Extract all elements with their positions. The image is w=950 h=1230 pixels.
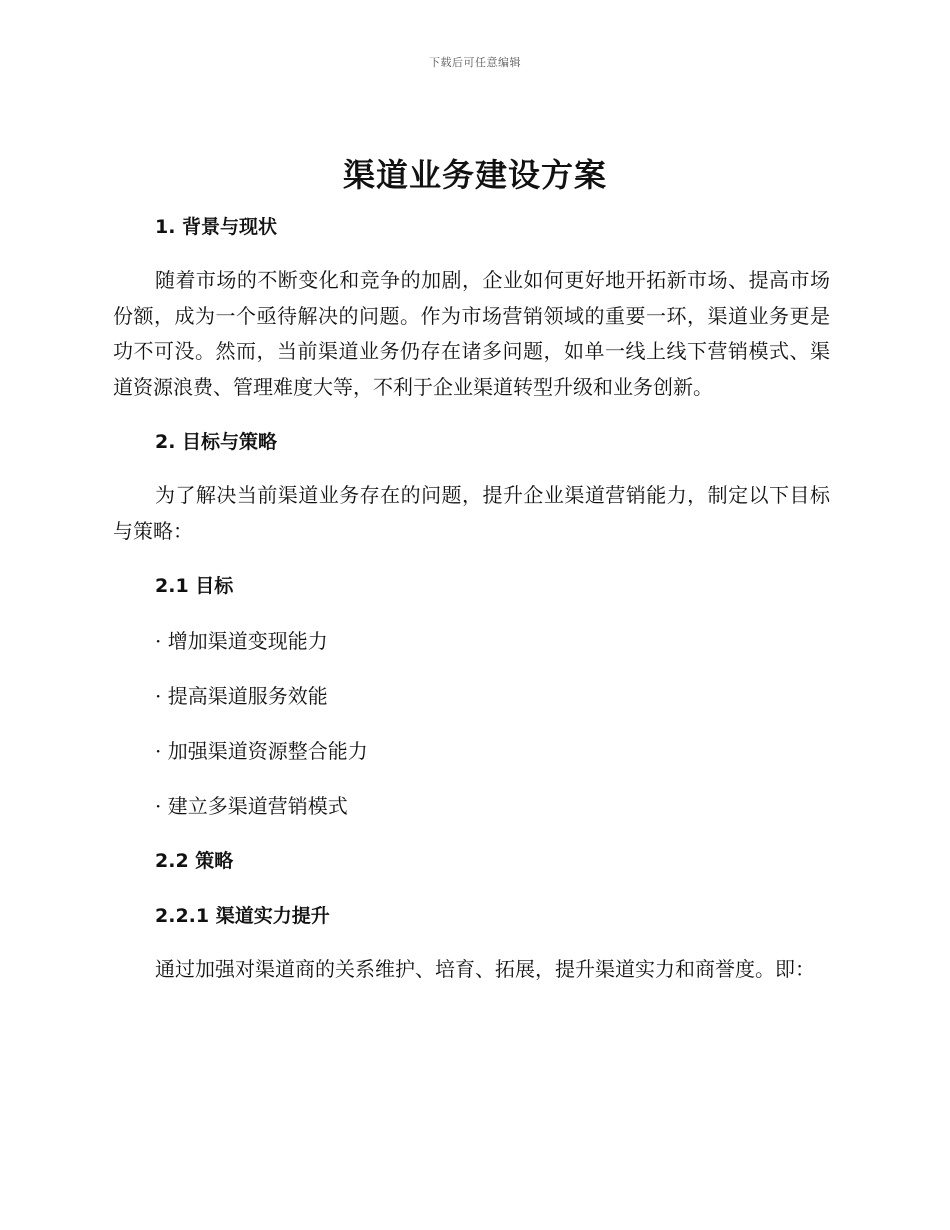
section-heading-background: 1. 背景与现状	[155, 216, 278, 238]
section-heading-goals-strategy: 2. 目标与策略	[155, 431, 278, 453]
goal-list-item: · 提高渠道服务效能	[155, 684, 328, 708]
section-paragraph-background: 随着市场的不断变化和竞争的加剧，企业如何更好地开拓新市场、提高市场份额，成为一个亟待解决的问题。作为市场营销领域的重要一环，渠道业务更是功不可没。然而，当前渠道业务仍存在诸多问题，如单一线上线下营销模式、渠道资源浪费、管理难度大等，不利于企业渠道转型升级和业务创新。	[113, 268, 830, 399]
document-body	[113, 200, 830, 998]
goal-list-item: · 加强渠道资源整合能力	[155, 739, 368, 763]
section-paragraph-channel-strength: 通过加强对渠道商的关系维护、培育、拓展，提升渠道实力和商誉度。即：	[155, 957, 815, 981]
subsection-heading-goals: 2.1 目标	[155, 575, 234, 597]
subsection-heading-channel-strength: 2.2.1 渠道实力提升	[155, 905, 330, 927]
document-title: 渠道业务建设方案	[342, 156, 607, 194]
section-paragraph-goals-strategy: 为了解决当前渠道业务存在的问题，提升企业渠道营销能力，制定以下目标与策略：	[113, 483, 830, 543]
goal-list-item: · 建立多渠道营销模式	[155, 794, 348, 818]
subsection-heading-strategy: 2.2 策略	[155, 850, 234, 872]
goal-list-item: · 增加渠道变现能力	[155, 629, 328, 653]
header-note: 下载后可任意编辑	[429, 56, 521, 69]
